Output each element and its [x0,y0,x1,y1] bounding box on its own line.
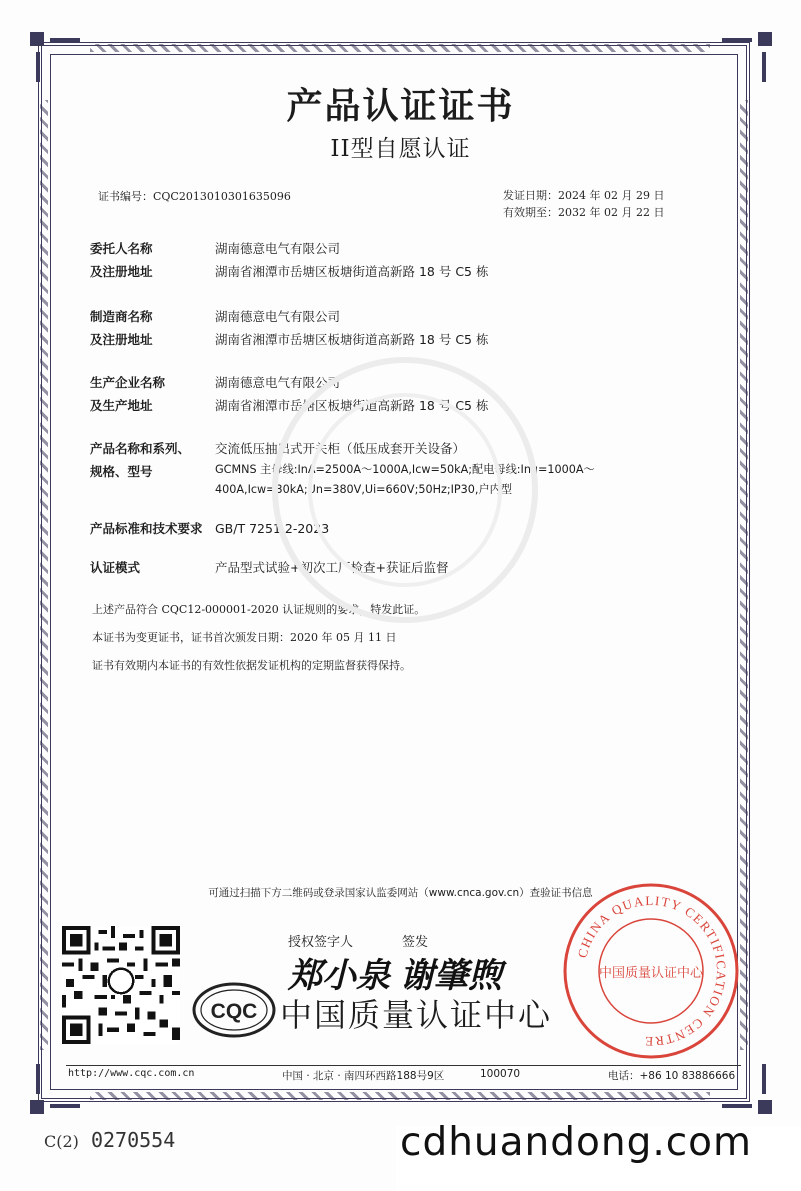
product-label-1: 产品名称和系列、 [90,441,191,456]
qr-code [62,926,180,1044]
product-label-2: 规格、型号 [90,464,153,479]
border-pattern-top [90,44,710,52]
cqc-logo [192,982,276,1038]
issuer-label: 签发 [402,935,429,950]
manufacturer-address: 湖南省湘潭市岳塘区板塘街道高新路 18 号 C5 栋 [215,332,489,347]
note-line-2: 本证书为变更证书，证书首次颁发日期：2020 年 05 月 11 日 [92,631,397,644]
note-line-3: 证书有效期内本证书的有效性依据发证机构的定期监督获得保持。 [92,659,411,672]
factory-label-2: 及生产地址 [90,398,153,413]
footer-phone: 电话：+86 10 83886666 [608,1070,736,1082]
standard-label: 产品标准和技术要求 [90,521,203,536]
footer-address: 中国 · 北京 · 南四环西路188号9区 [282,1070,445,1082]
issue-date [503,187,664,203]
client-address: 湖南省湘潭市岳塘区板塘街道高新路 18 号 C5 栋 [215,264,489,279]
serial-value: 0270554 [90,1128,176,1152]
border-pattern-right [740,100,748,1050]
serial-prefix: C [44,1132,57,1151]
factory-label-1: 生产企业名称 [90,375,166,390]
corner-ornament-bottom-left [30,1058,86,1114]
border-pattern-left [40,100,48,1050]
client-label-2: 及注册地址 [90,264,153,279]
certificate-title: 产品认证证书 [286,86,515,127]
signature-signatory: 郑小泉 [288,956,390,996]
product-name: 交流低压抽出式开关柜（低压成套开关设备） [215,441,466,456]
organization-name: 中国质量认证中心 [280,996,553,1034]
border-pattern-bottom [90,1092,710,1100]
seal-center-text: 中国质量认证中心 [598,966,704,981]
cert-no-value: CQC2013010301635096 [153,190,291,203]
product-spec-line-1: GCMNS 主母线:InA=2500A～1000A,Icw=50kA;配电母线:Ing=1000A～ [215,463,595,476]
standard-value: GB/T 7251.2-2023 [215,521,330,536]
mode-value: 产品型式试验+初次工厂检查+获证后监督 [215,560,449,575]
footer-website: http://www.cqc.com.cn [68,1068,195,1079]
certificate-subtitle: II型自愿认证 [330,136,471,162]
product-spec-line-2: 400A,Icw=30kA;Un=380V,Ui=660V;50Hz;IP30,户内型 [215,483,513,496]
client-name: 湖南德意电气有限公司 [215,241,341,256]
footer-divider [66,1065,741,1066]
manufacturer-label-2: 及注册地址 [90,332,153,347]
background-emblem [255,340,555,640]
factory-name: 湖南德意电气有限公司 [215,375,341,390]
client-label-1: 委托人名称 [90,241,153,256]
footer-postcode: 100070 [480,1068,521,1080]
seal-ring-text: CHINA QUALITY CERTIFICATION CENTRE [574,892,730,1050]
expiry-date [503,204,664,220]
manufacturer-label-1: 制造商名称 [90,309,153,324]
factory-address: 湖南省湘潭市岳塘区板塘街道高新路 18 号 C5 栋 [215,398,489,413]
cert-no-label: 证书编号： [98,190,153,203]
cqc-logo-text: CQC [210,1000,258,1023]
certificate-number [98,188,291,204]
mode-label: 认证模式 [90,560,141,575]
corner-ornament-bottom-right [716,1058,772,1114]
signature-issuer: 谢肇煦 [400,956,502,996]
expiry-date-value: 2032 年 02 月 22 日 [558,206,665,219]
authorized-signatory-label: 授权签字人 [288,935,354,950]
note-line-1: 上述产品符合 CQC12-000001-2020 认证规则的要求，特发此证。 [92,603,426,616]
issue-date-label: 发证日期： [503,189,558,202]
watermark-text: cdhuandong.com [400,1120,753,1165]
issue-date-value: 2024 年 02 月 29 日 [558,189,665,202]
serial-number [44,1128,175,1152]
manufacturer-name: 湖南德意电气有限公司 [215,309,341,324]
serial-sub: (2) [56,1132,79,1151]
expiry-date-label: 有效期至： [503,206,558,219]
official-seal [562,882,740,1060]
verify-notice: 可通过扫描下方二维码或登录国家认监委网站（www.cnca.gov.cn）查验证书信息 [208,887,593,899]
